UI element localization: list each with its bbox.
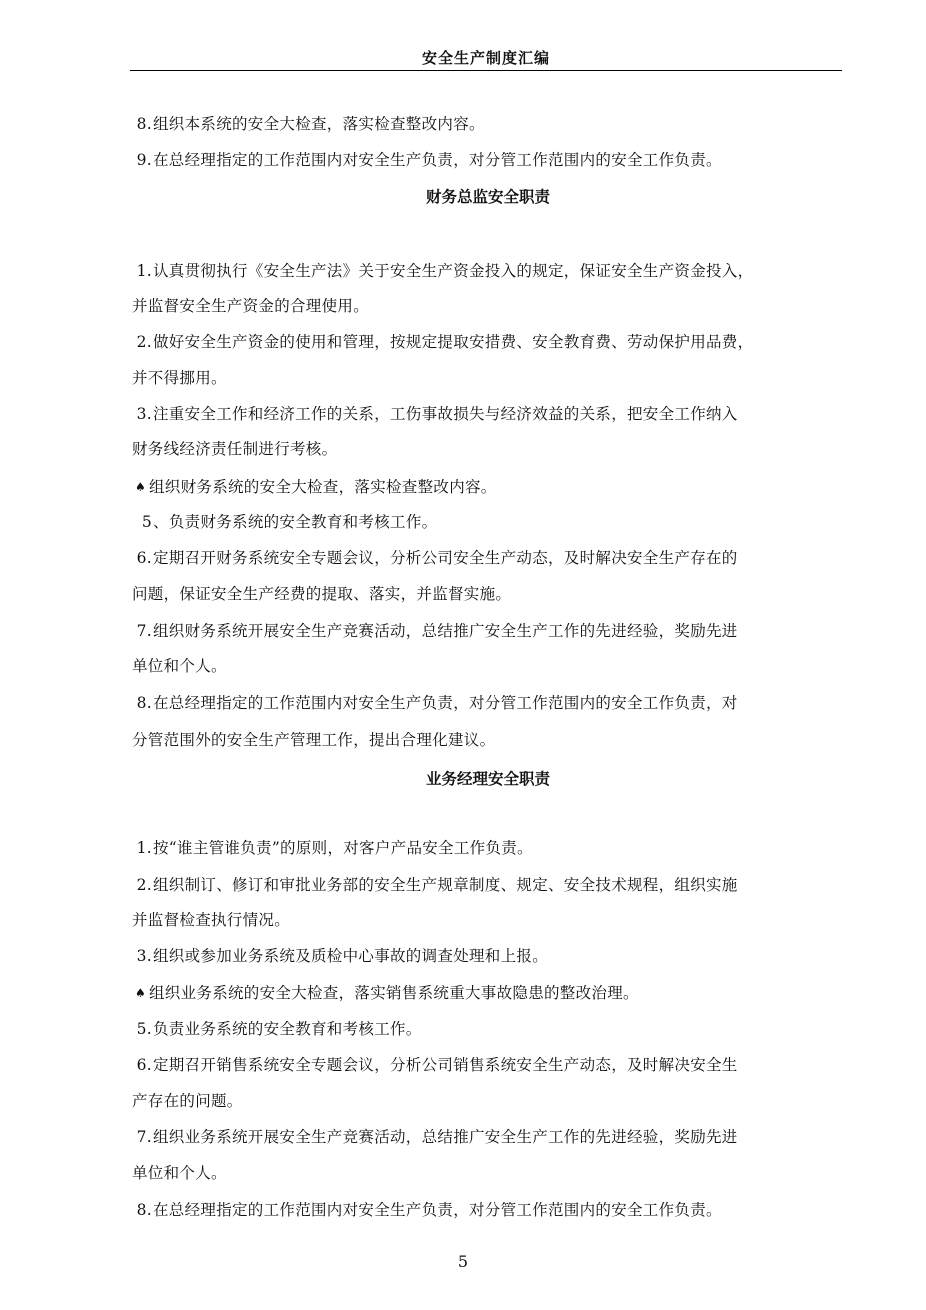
list-item: [132, 114, 844, 134]
item-text: 在总经理指定的工作范围内对安全生产负责，对分管工作范围内的安全工作负责，对: [153, 694, 738, 712]
item-text: 注重安全工作和经济工作的关系，工伤事故损失与经济效益的关系，把安全工作纳入: [153, 405, 738, 423]
list-item-continuation: 产存在的问题。: [132, 1092, 243, 1110]
item-text: 定期召开财务系统安全专题会议，分析公司安全生产动态，及时解决安全生产存在的: [153, 549, 738, 567]
list-item-continuation: 并不得挪用。: [132, 369, 227, 387]
spade-bullet-icon: ♠: [134, 480, 147, 494]
list-item-continuation: 分管范围外的安全生产管理工作，提出合理化建议。: [132, 731, 496, 749]
list-item: [132, 693, 844, 713]
item-number: 8 .: [132, 114, 153, 134]
item-text: 在总经理指定的工作范围内对安全生产负责，对分管工作范围内的安全工作负责。: [153, 1201, 722, 1219]
spade-bullet-icon: ♠: [134, 986, 147, 1000]
header-title: 安全生产制度汇编: [421, 49, 550, 67]
item-number: 5 .: [132, 1019, 153, 1039]
list-item-continuation: 问题，保证安全生产经费的提取、落实，并监督实施。: [132, 585, 512, 603]
item-number: 2 .: [132, 332, 153, 352]
item-text: 组织财务系统的安全大检查，落实检查整改内容。: [149, 478, 497, 496]
item-text: 认真贯彻执行《安全生产法》关于安全生产资金投入的规定，保证安全生产资金投入，: [153, 262, 754, 280]
item-number: 6 .: [132, 548, 153, 568]
item-text: 定期召开销售系统安全专题会议，分析公司销售系统安全生产动态，及时解决安全生: [153, 1056, 738, 1074]
list-item: [132, 983, 844, 1003]
section-title: 业务经理安全职责: [425, 770, 550, 788]
item-text: 在总经理指定的工作范围内对安全生产负责，对分管工作范围内的安全工作负责。: [153, 151, 722, 169]
page-number: 5: [457, 1252, 469, 1271]
item-number: 8 .: [132, 1200, 153, 1220]
list-item-continuation: 并监督安全生产资金的合理使用。: [132, 297, 370, 315]
list-item: [132, 1055, 844, 1075]
list-item-continuation: 并监督检查执行情况。: [132, 911, 291, 929]
list-item-continuation: 财务线经济责任制进行考核。: [132, 440, 338, 458]
item-text: 组织财务系统开展安全生产竞赛活动，总结推广安全生产工作的先进经验，奖励先进: [153, 622, 738, 640]
list-item: [132, 621, 844, 641]
item-text: 组织或参加业务系统及质检中心事故的调查处理和上报。: [153, 947, 549, 965]
list-item: [132, 1127, 844, 1147]
list-item: [132, 838, 844, 858]
list-item: [132, 477, 844, 497]
list-item: [132, 332, 844, 352]
item-text: 组织制订、修订和审批业务部的安全生产规章制度、规定、安全技术规程，组织实施: [153, 876, 738, 894]
item-number: 7 .: [132, 1127, 153, 1147]
list-item: [132, 875, 844, 895]
list-item: [132, 548, 844, 568]
list-item-continuation: 单位和个人。: [132, 1164, 227, 1182]
item-number: 3 .: [132, 946, 153, 966]
section-title: 财务总监安全职责: [425, 188, 550, 206]
item-text: 组织本系统的安全大检查，落实检查整改内容。: [153, 115, 485, 133]
page-header: [130, 45, 842, 71]
item-number: 3 .: [132, 404, 153, 424]
item-number: 7 .: [132, 621, 153, 641]
item-text: 组织业务系统的安全大检查，落实销售系统重大事故隐患的整改治理。: [149, 984, 639, 1002]
item-number: 2 .: [132, 875, 153, 895]
item-number: 8 .: [132, 693, 153, 713]
list-item: [132, 946, 844, 966]
item-number: 6 .: [132, 1055, 153, 1075]
item-number: 1 .: [132, 261, 153, 281]
list-item: [132, 261, 844, 281]
item-separator: 、: [153, 513, 169, 531]
list-item: [132, 1019, 844, 1039]
list-item-continuation: 单位和个人。: [132, 657, 227, 675]
item-text: 负责财务系统的安全教育和考核工作。: [168, 513, 438, 531]
list-item: [132, 150, 844, 170]
item-text: 按“谁主管谁负责”的原则，对客户产品安全工作负责。: [153, 839, 533, 857]
item-number: 9 .: [132, 150, 153, 170]
item-text: 负责业务系统的安全教育和考核工作。: [153, 1020, 422, 1038]
item-text: 做好安全生产资金的使用和管理，按规定提取安措费、安全教育费、劳动保护用品费，: [153, 333, 754, 351]
item-text: 组织业务系统开展安全生产竞赛活动，总结推广安全生产工作的先进经验，奖励先进: [153, 1128, 738, 1146]
list-item: [132, 512, 844, 532]
item-number: 5: [141, 513, 152, 531]
list-item: [132, 1200, 844, 1220]
list-item: [132, 404, 844, 424]
item-number: 1 .: [132, 838, 153, 858]
